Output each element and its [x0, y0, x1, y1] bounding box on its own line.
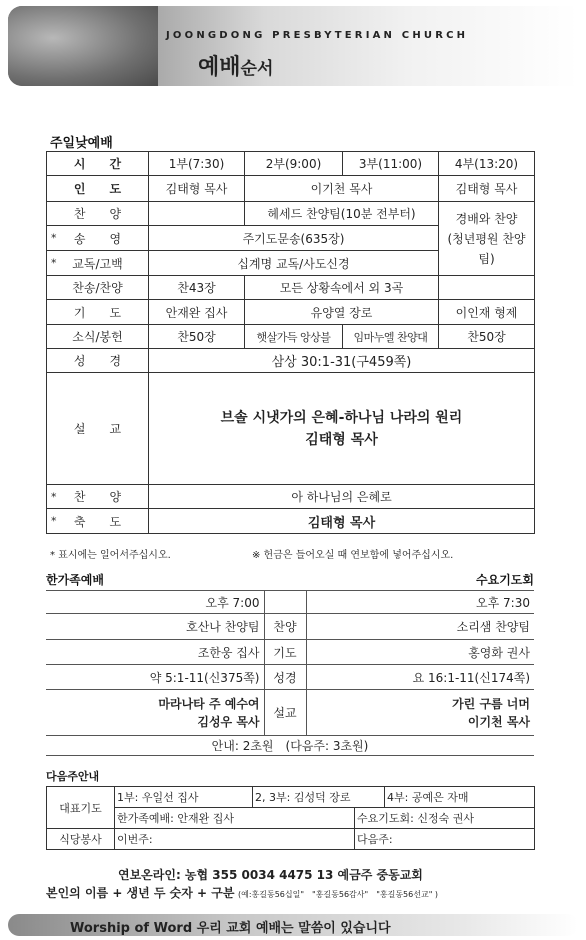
family-sermon-preacher: 김성우 목사 — [197, 714, 260, 729]
usher-info: 안내: 2초원 (다음주: 3초원) — [46, 736, 534, 756]
prayer-label: 기 도 — [47, 300, 149, 325]
time-row — [47, 152, 535, 176]
footer-bar — [8, 914, 578, 936]
usher-row — [46, 736, 534, 756]
next-wednesday-prayer: 수요기도회: 신정숙 권사 — [355, 808, 535, 829]
worship-4-line1: 경배와 찬양 — [455, 211, 518, 226]
scripture-value: 삼상 30:1-31(구459쪽) — [149, 349, 535, 373]
song-label-cell — [47, 226, 149, 251]
praise-row — [47, 202, 535, 226]
creed-value: 십계명 교독/사도신경 — [149, 251, 439, 276]
song-value: 주기도문송(635장) — [149, 226, 439, 251]
worship-4-line2: (청년평원 찬양팀) — [447, 231, 526, 266]
wednesday-title: 수요기도회 — [476, 573, 534, 587]
praise-label: 찬 양 — [47, 202, 149, 226]
title-big: 예배 — [198, 55, 241, 80]
pen-image — [8, 6, 158, 86]
next-evening-row — [47, 808, 535, 829]
news-4: 찬50장 — [439, 325, 535, 349]
time-1: 1부(7:30) — [149, 152, 245, 176]
family-praise: 호산나 찬양팀 — [46, 614, 264, 640]
time-4: 4부(13:20) — [439, 152, 535, 176]
scripture-label: 성 경 — [47, 349, 149, 373]
family-time: 오후 7:00 — [46, 591, 264, 614]
meal-row — [47, 829, 535, 850]
page-title — [198, 50, 273, 81]
hymn-row — [47, 276, 535, 300]
wednesday-praise: 소리샘 찬양팀 — [306, 614, 534, 640]
family-sermon — [46, 690, 264, 736]
meal-label: 식당봉사 — [47, 829, 115, 850]
praise-1 — [149, 202, 245, 226]
blessing-value: 김태형 목사 — [149, 509, 535, 534]
family-table — [46, 590, 534, 756]
prayer-4: 이인재 형제 — [439, 300, 535, 325]
wednesday-scripture: 요 16:1-11(신174쪽) — [306, 665, 534, 690]
news-2: 햇살가득 앙상블 — [245, 325, 343, 349]
evening-sermon-row — [46, 690, 534, 736]
stand-mark: * — [51, 231, 57, 245]
sermon-title: 브솔 시냇가의 은혜-하나님 나라의 원리 — [220, 409, 463, 426]
prayer-mid-label: 기도 — [264, 640, 306, 665]
prayer-1: 안재완 집사 — [149, 300, 245, 325]
stand-mark: * — [51, 514, 57, 528]
sermon-label: 설 교 — [47, 373, 149, 485]
hymn2-label: 찬 양 — [73, 490, 122, 504]
evening-time-row — [46, 591, 534, 614]
blessing-label: 축 도 — [73, 514, 122, 529]
hymn2-label-cell — [47, 485, 149, 509]
leader-23: 이기천 목사 — [245, 176, 439, 202]
sunday-table — [46, 151, 535, 534]
family-sermon-title: 마라나타 주 예수여 — [158, 696, 260, 711]
sermon-value — [149, 373, 535, 485]
family-scripture: 약 5:1-11(신375쪽) — [46, 665, 264, 690]
wednesday-sermon-title: 가린 구름 너머 — [452, 696, 530, 711]
praise-23: 헤세드 찬양팀(10분 전부터) — [245, 202, 439, 226]
next-prayer-1: 1부: 우일선 집사 — [115, 787, 253, 808]
stand-mark: * — [51, 256, 57, 270]
meal-this-week: 이번주: — [115, 829, 355, 850]
family-title: 한가족예배 — [46, 573, 104, 587]
leader-1: 김태형 목사 — [149, 176, 245, 202]
stand-note: * 표시에는 일어서주십시오. — [50, 550, 171, 561]
sermon-row — [47, 373, 535, 485]
creed-label: 교독/고백 — [72, 256, 123, 271]
next-week-table — [46, 786, 535, 850]
creed-label-cell — [47, 251, 149, 276]
offering-note: ※ 헌금은 들어오실 때 연보함에 넣어주십시오. — [252, 550, 454, 561]
blessing-row — [47, 509, 535, 534]
sermon-preacher: 김태형 목사 — [305, 431, 378, 448]
wednesday-time: 오후 7:30 — [306, 591, 534, 614]
offering-format-example: (예:홍길동56십일" "홍길동56감사" "홍길동56선교" ) — [237, 890, 439, 899]
next-week-title: 다음주안내 — [46, 770, 100, 783]
next-prayer-23: 2, 3부: 김성덕 장로 — [253, 787, 385, 808]
song-label: 송 영 — [73, 231, 122, 246]
hymn2-row — [47, 485, 535, 509]
scripture-row — [47, 349, 535, 373]
evening-praise-row — [46, 614, 534, 640]
prayer-23: 유양열 장로 — [245, 300, 439, 325]
time-3: 3부(11:00) — [343, 152, 439, 176]
worship-4 — [439, 202, 535, 276]
hymn-label: 찬송/찬양 — [47, 276, 149, 300]
hymn-1: 찬43장 — [149, 276, 245, 300]
leader-label: 인 도 — [47, 176, 149, 202]
next-family-prayer: 한가족예배: 안재완 집사 — [115, 808, 355, 829]
header-banner — [8, 6, 578, 86]
sunday-title: 주일낮예배 — [50, 136, 113, 151]
online-offering: 연보온라인: 농협 355 0034 4475 13 예금주 중동교회 — [118, 868, 423, 882]
footer-slogan: Worship of Word 우리 교회 예배는 말씀이 있습니다 — [70, 921, 391, 936]
offering-format — [46, 884, 438, 901]
next-prayer-4: 4부: 공예은 자매 — [385, 787, 535, 808]
next-prayer-label: 대표기도 — [47, 787, 115, 829]
news-1: 찬50장 — [149, 325, 245, 349]
hymn-23: 모든 상황속에서 외 3곡 — [245, 276, 439, 300]
offering-format-main: 본인의 이름 + 생년 두 숫자 + 구분 — [46, 886, 235, 900]
time-divider — [264, 591, 306, 614]
scripture-mid-label: 성경 — [264, 665, 306, 690]
hymn-4 — [439, 276, 535, 300]
news-3: 임마누엘 찬양대 — [343, 325, 439, 349]
evening-prayer-row — [46, 640, 534, 665]
news-label: 소식/봉헌 — [47, 325, 149, 349]
next-prayer-row — [47, 787, 535, 808]
church-name: JOONGDONG PRESBYTERIAN CHURCH — [166, 30, 469, 41]
wednesday-sermon — [306, 690, 534, 736]
prayer-row — [47, 300, 535, 325]
leader-4: 김태형 목사 — [439, 176, 535, 202]
evening-scripture-row — [46, 665, 534, 690]
news-row — [47, 325, 535, 349]
wednesday-prayer: 홍영화 권사 — [306, 640, 534, 665]
sermon-mid-label: 설교 — [264, 690, 306, 736]
time-2: 2부(9:00) — [245, 152, 343, 176]
blessing-label-cell — [47, 509, 149, 534]
leader-row — [47, 176, 535, 202]
meal-next-week: 다음주: — [355, 829, 535, 850]
praise-mid-label: 찬양 — [264, 614, 306, 640]
stand-mark: * — [51, 490, 57, 503]
family-prayer: 조한웅 집사 — [46, 640, 264, 665]
wednesday-sermon-preacher: 이기천 목사 — [467, 714, 530, 729]
time-label: 시 간 — [47, 152, 149, 176]
hymn2-value: 아 하나님의 은혜로 — [149, 485, 535, 509]
title-small: 순서 — [240, 59, 274, 79]
